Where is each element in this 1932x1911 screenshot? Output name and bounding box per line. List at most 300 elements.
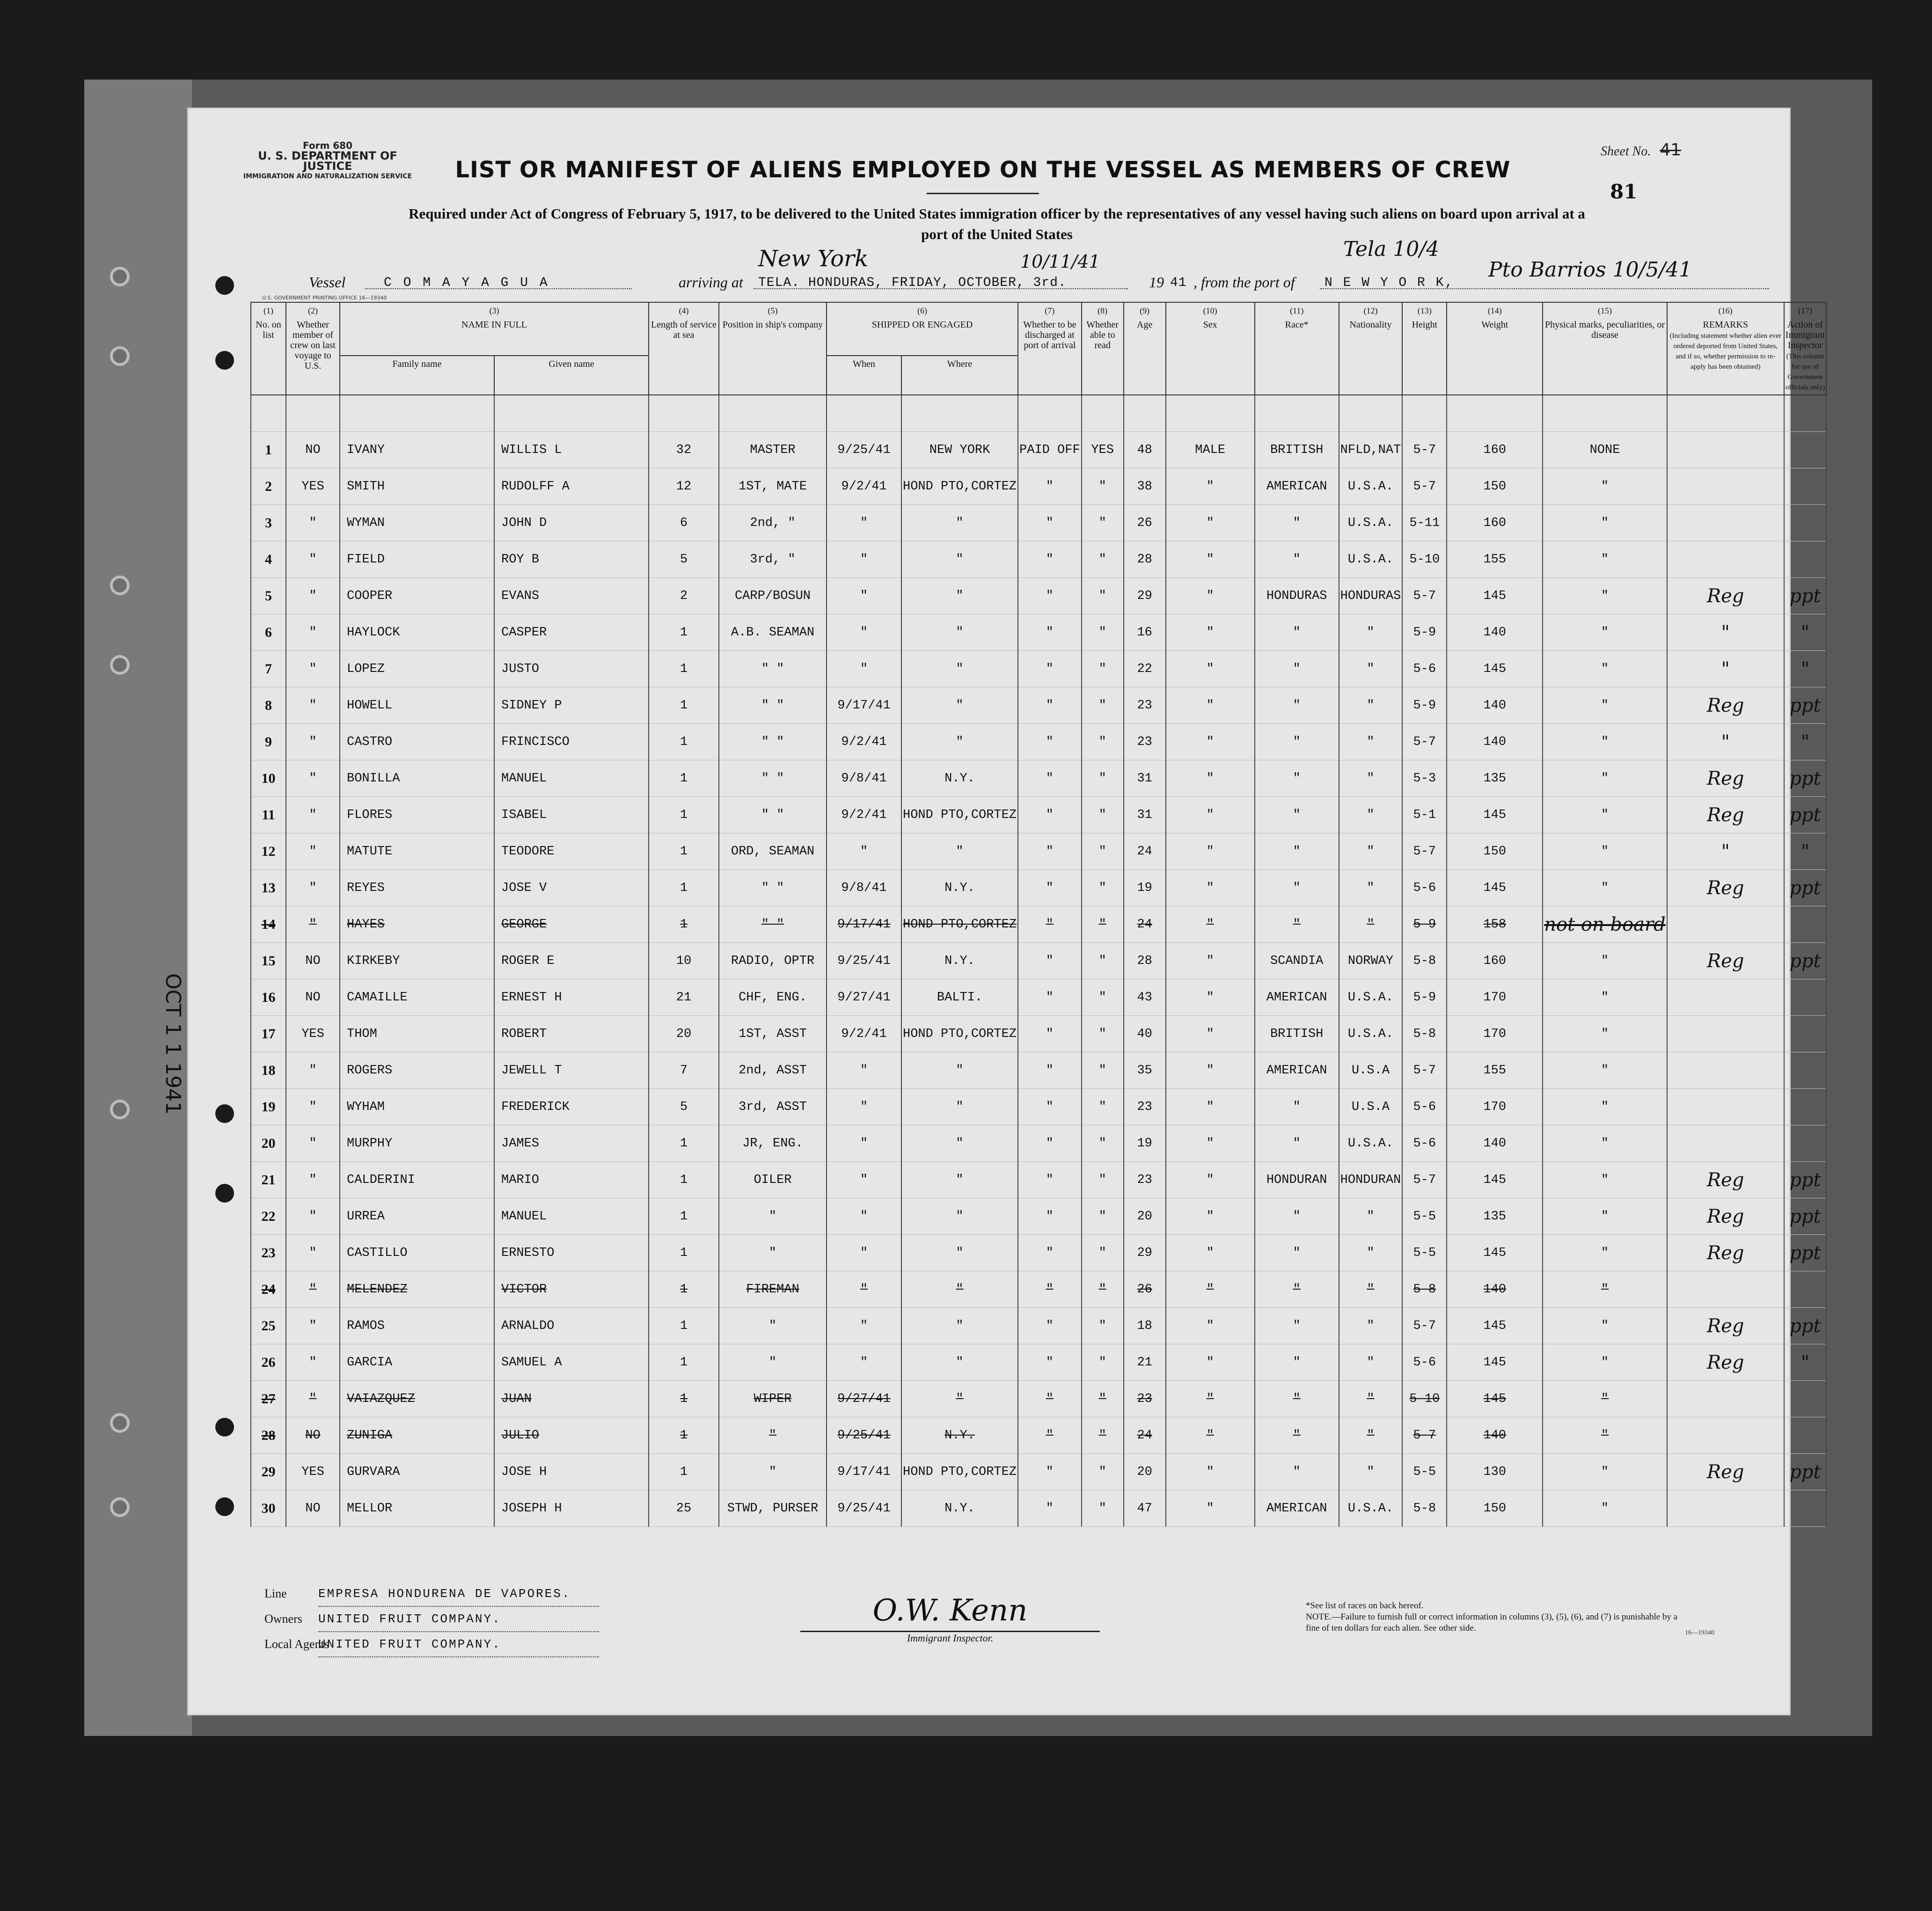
height-cell: 5-3 [1402, 760, 1447, 797]
action-cell: " [1784, 1344, 1826, 1381]
sex-cell: " [1166, 1271, 1255, 1308]
table-row [251, 651, 1826, 687]
action-cell [1784, 1271, 1826, 1308]
remarks-cell: Reg [1667, 943, 1784, 979]
action-cell: " [1784, 651, 1826, 687]
table-row [251, 724, 1826, 760]
sex-cell: " [1166, 687, 1255, 724]
previous-voyage-cell: " [286, 505, 340, 541]
col-header-where: Where [901, 356, 1018, 395]
shipped-where-cell: NEW YORK [901, 432, 1018, 468]
signature-handwriting: O.W. Kenn [800, 1593, 1100, 1632]
previous-voyage-cell: " [286, 1089, 340, 1125]
age-cell: 24 [1124, 906, 1166, 943]
family-name-cell: MURPHY [340, 1125, 494, 1162]
table-row [251, 1490, 1826, 1527]
shipped-where-cell: N.Y. [901, 1417, 1018, 1454]
table-row [251, 943, 1826, 979]
discharged-cell: " [1018, 1381, 1082, 1417]
race-cell: BRITISH [1255, 432, 1339, 468]
col-header-given-name: Given name [494, 356, 649, 395]
race-cell: " [1255, 760, 1339, 797]
shipped-when-cell: " [827, 651, 901, 687]
age-cell: 38 [1124, 468, 1166, 505]
col-header-no: (1) No. on list [251, 302, 286, 395]
age-cell: 23 [1124, 1162, 1166, 1198]
given-name-cell: MARIO [494, 1162, 649, 1198]
row-number: 11 [251, 797, 286, 833]
age-cell: 20 [1124, 1454, 1166, 1490]
marks-cell: " [1543, 943, 1667, 979]
position-cell: CARP/BOSUN [719, 578, 827, 614]
punch-hole [110, 576, 130, 595]
remarks-cell: Reg [1667, 1235, 1784, 1271]
previous-voyage-cell: " [286, 651, 340, 687]
given-name-cell: JOSE H [494, 1454, 649, 1490]
family-name-cell: ROGERS [340, 1052, 494, 1089]
family-name-cell: REYES [340, 870, 494, 906]
date-stamp: OCT 1 1 1941 [161, 973, 185, 1115]
read-cell: " [1082, 760, 1124, 797]
punch-hole [215, 1104, 234, 1123]
shipped-where-cell: N.Y. [901, 1490, 1018, 1527]
action-cell: " [1784, 724, 1826, 760]
col-header-when: When [827, 356, 901, 395]
line-value: EMPRESA HONDURENA DE VAPORES. [318, 1582, 599, 1607]
shipped-where-cell: BALTI. [901, 979, 1018, 1016]
service-cell: 1 [649, 870, 719, 906]
race-cell: " [1255, 1417, 1339, 1454]
marks-cell: " [1543, 1125, 1667, 1162]
arriving-typed: TELA. HONDURAS, FRIDAY, OCTOBER, 3rd. [758, 276, 1067, 290]
spacer-row [251, 395, 1826, 432]
col-header-race: (11) Race* [1255, 302, 1339, 395]
previous-voyage-cell: YES [286, 1016, 340, 1052]
age-cell: 26 [1124, 1271, 1166, 1308]
sex-cell: " [1166, 943, 1255, 979]
nationality-cell: " [1339, 870, 1403, 906]
punch-hole [215, 351, 234, 370]
height-cell: 5-7 [1402, 724, 1447, 760]
age-cell: 16 [1124, 614, 1166, 651]
age-cell: 21 [1124, 1344, 1166, 1381]
marks-cell: " [1543, 833, 1667, 870]
previous-voyage-cell: " [286, 1381, 340, 1417]
discharged-cell: " [1018, 505, 1082, 541]
tela-handwritten: Tela 10/4 [1343, 237, 1440, 261]
race-cell: " [1255, 724, 1339, 760]
row-number: 13 [251, 870, 286, 906]
service-cell: 1 [649, 1344, 719, 1381]
from-port-typed: N E W Y O R K, [1325, 276, 1455, 290]
crew-manifest-table [250, 302, 1827, 1527]
col-header-remarks: (16) REMARKS (Including statement whether alien ever ordered deported from United States, and if so, whether permission to re-apply has been obtained) [1667, 302, 1784, 395]
discharged-cell: " [1018, 943, 1082, 979]
service-cell: 5 [649, 1089, 719, 1125]
height-cell: 5-5 [1402, 1235, 1447, 1271]
shipped-where-cell: " [901, 614, 1018, 651]
family-name-cell: URREA [340, 1198, 494, 1235]
race-cell: " [1255, 797, 1339, 833]
table-row [251, 760, 1826, 797]
given-name-cell: FREDERICK [494, 1089, 649, 1125]
family-name-cell: THOM [340, 1016, 494, 1052]
weight-cell: 135 [1447, 760, 1543, 797]
shipped-when-cell: 9/2/41 [827, 1016, 901, 1052]
previous-voyage-cell: " [286, 578, 340, 614]
sheet-number-label: Sheet No. [1601, 144, 1651, 159]
given-name-cell: WILLIS L [494, 432, 649, 468]
shipped-where-cell: " [901, 1162, 1018, 1198]
marks-cell: " [1543, 687, 1667, 724]
remarks-cell [1667, 1125, 1784, 1162]
remarks-cell [1667, 1089, 1784, 1125]
remarks-cell: Reg [1667, 870, 1784, 906]
discharged-cell: PAID OFF [1018, 432, 1082, 468]
table-row [251, 578, 1826, 614]
age-cell: 24 [1124, 1417, 1166, 1454]
service-cell: 1 [649, 833, 719, 870]
family-name-cell: VAIAZQUEZ [340, 1381, 494, 1417]
height-cell: 5-8 [1402, 1271, 1447, 1308]
family-name-cell: HAYES [340, 906, 494, 943]
previous-voyage-cell: NO [286, 432, 340, 468]
form-code: 16—19340 [1685, 1629, 1714, 1636]
action-cell [1784, 1417, 1826, 1454]
weight-cell: 150 [1447, 833, 1543, 870]
sex-cell: " [1166, 1162, 1255, 1198]
position-cell: STWD, PURSER [719, 1490, 827, 1527]
sex-cell: " [1166, 1344, 1255, 1381]
read-cell: " [1082, 1198, 1124, 1235]
marks-cell: " [1543, 1417, 1667, 1454]
nationality-cell: U.S.A. [1339, 1490, 1403, 1527]
height-cell: 5-7 [1402, 1417, 1447, 1454]
discharged-cell: " [1018, 578, 1082, 614]
col-header-marks: (15) Physical marks, peculiarities, or disease [1543, 302, 1667, 395]
read-cell: " [1082, 1344, 1124, 1381]
nationality-cell: " [1339, 651, 1403, 687]
arriving-label: arriving at [679, 274, 743, 291]
previous-voyage-cell: " [286, 687, 340, 724]
race-cell: AMERICAN [1255, 979, 1339, 1016]
remarks-cell: Reg [1667, 1308, 1784, 1344]
table-row [251, 1198, 1826, 1235]
table-row [251, 1344, 1826, 1381]
service-cell: 1 [649, 1381, 719, 1417]
remarks-cell [1667, 1052, 1784, 1089]
table-row [251, 1454, 1826, 1490]
marks-cell: " [1543, 1198, 1667, 1235]
nationality-cell: NORWAY [1339, 943, 1403, 979]
table-row [251, 1162, 1826, 1198]
read-cell: " [1082, 979, 1124, 1016]
row-number: 26 [251, 1344, 286, 1381]
table-row [251, 432, 1826, 468]
shipped-where-cell: " [901, 1271, 1018, 1308]
nationality-cell: " [1339, 724, 1403, 760]
race-cell: " [1255, 1344, 1339, 1381]
form-number: Form 680 [302, 140, 352, 151]
subtitle-line-1: Required under Act of Congress of February 5, 1917, to be delivered to the United States immigration officer by the representatives of any vessel having such aliens on board upon arrival at a [409, 205, 1585, 222]
service-cell: 1 [649, 687, 719, 724]
position-cell: " [719, 1454, 827, 1490]
remarks-cell [1667, 1381, 1784, 1417]
position-cell: " [719, 1308, 827, 1344]
read-cell: " [1082, 1454, 1124, 1490]
family-name-cell: FLORES [340, 797, 494, 833]
sex-cell: " [1166, 1089, 1255, 1125]
binding-strip [84, 80, 192, 1736]
weight-cell: 160 [1447, 432, 1543, 468]
discharged-cell: " [1018, 724, 1082, 760]
shipped-where-cell: HOND PTO,CORTEZ [901, 797, 1018, 833]
discharged-cell: " [1018, 1490, 1082, 1527]
nationality-cell: " [1339, 1308, 1403, 1344]
age-cell: 35 [1124, 1052, 1166, 1089]
weight-cell: 145 [1447, 797, 1543, 833]
weight-cell: 145 [1447, 578, 1543, 614]
nationality-cell: U.S.A. [1339, 541, 1403, 578]
footer-agents-row: Local Agents UNITED FRUIT COMPANY. [264, 1632, 599, 1657]
previous-voyage-cell: " [286, 1052, 340, 1089]
action-cell: ppt [1784, 1308, 1826, 1344]
age-cell: 19 [1124, 1125, 1166, 1162]
discharged-cell: " [1018, 1162, 1082, 1198]
row-number: 18 [251, 1052, 286, 1089]
weight-cell: 155 [1447, 541, 1543, 578]
marks-cell: " [1543, 614, 1667, 651]
action-cell [1784, 1052, 1826, 1089]
nationality-cell: " [1339, 687, 1403, 724]
height-cell: 5-7 [1402, 1052, 1447, 1089]
action-cell: ppt [1784, 1454, 1826, 1490]
service-cell: 7 [649, 1052, 719, 1089]
height-cell: 5-7 [1402, 833, 1447, 870]
marks-cell: " [1543, 1235, 1667, 1271]
height-cell: 5-6 [1402, 651, 1447, 687]
service-cell: 1 [649, 1454, 719, 1490]
sex-cell: " [1166, 1417, 1255, 1454]
read-cell: YES [1082, 432, 1124, 468]
footer-line-row: Line EMPRESA HONDURENA DE VAPORES. [264, 1582, 599, 1607]
table-row [251, 505, 1826, 541]
action-cell [1784, 541, 1826, 578]
discharged-cell: " [1018, 1417, 1082, 1454]
weight-cell: 145 [1447, 1162, 1543, 1198]
height-cell: 5-6 [1402, 1125, 1447, 1162]
punch-hole [215, 1418, 234, 1437]
races-note: *See list of races on back hereof. [1306, 1601, 1424, 1611]
weight-cell: 140 [1447, 1417, 1543, 1454]
shipped-when-cell: " [827, 1162, 901, 1198]
table-row [251, 614, 1826, 651]
action-cell [1784, 1490, 1826, 1527]
marks-cell: not on board [1543, 906, 1667, 943]
nationality-cell: " [1339, 1271, 1403, 1308]
height-cell: 5-8 [1402, 1016, 1447, 1052]
marks-cell: " [1543, 1308, 1667, 1344]
punch-hole [215, 1497, 234, 1516]
sex-cell: " [1166, 1490, 1255, 1527]
action-cell [1784, 979, 1826, 1016]
discharged-cell: " [1018, 1271, 1082, 1308]
action-cell [1784, 505, 1826, 541]
table-header-row [251, 302, 1826, 356]
given-name-cell: JOHN D [494, 505, 649, 541]
weight-cell: 160 [1447, 505, 1543, 541]
shipped-when-cell: " [827, 1052, 901, 1089]
sex-cell: " [1166, 1381, 1255, 1417]
remarks-cell [1667, 1417, 1784, 1454]
row-number: 30 [251, 1490, 286, 1527]
previous-voyage-cell: YES [286, 468, 340, 505]
row-number: 27 [251, 1381, 286, 1417]
discharged-cell: " [1018, 1125, 1082, 1162]
row-number: 19 [251, 1089, 286, 1125]
marks-cell: " [1543, 541, 1667, 578]
nationality-cell: U.S.A. [1339, 1016, 1403, 1052]
shipped-when-cell: 9/17/41 [827, 687, 901, 724]
sex-cell: " [1166, 760, 1255, 797]
weight-cell: 140 [1447, 1125, 1543, 1162]
shipped-where-cell: " [901, 1052, 1018, 1089]
weight-cell: 158 [1447, 906, 1543, 943]
shipped-where-cell: " [901, 833, 1018, 870]
given-name-cell: TEODORE [494, 833, 649, 870]
sex-cell: " [1166, 906, 1255, 943]
nationality-cell: U.S.A [1339, 1052, 1403, 1089]
given-name-cell: ROY B [494, 541, 649, 578]
read-cell: " [1082, 614, 1124, 651]
age-cell: 24 [1124, 833, 1166, 870]
weight-cell: 170 [1447, 979, 1543, 1016]
position-cell: 3rd, ASST [719, 1089, 827, 1125]
title-underline [927, 193, 1039, 194]
previous-voyage-cell: " [286, 870, 340, 906]
service-cell: 1 [649, 614, 719, 651]
table-row [251, 833, 1826, 870]
discharged-cell: " [1018, 1016, 1082, 1052]
discharged-cell: " [1018, 979, 1082, 1016]
remarks-cell: Reg [1667, 1162, 1784, 1198]
previous-voyage-cell: " [286, 797, 340, 833]
action-cell: ppt [1784, 1198, 1826, 1235]
sheet-number-value: 41 [1660, 140, 1682, 160]
shipped-where-cell: HOND PTO,CORTEZ [901, 906, 1018, 943]
given-name-cell: SIDNEY P [494, 687, 649, 724]
given-name-cell: ARNALDO [494, 1308, 649, 1344]
remarks-cell [1667, 1490, 1784, 1527]
read-cell: " [1082, 1490, 1124, 1527]
table-row [251, 1271, 1826, 1308]
remarks-cell [1667, 906, 1784, 943]
family-name-cell: SMITH [340, 468, 494, 505]
discharged-cell: " [1018, 468, 1082, 505]
shipped-when-cell: " [827, 578, 901, 614]
read-cell: " [1082, 1381, 1124, 1417]
service-cell: 1 [649, 1271, 719, 1308]
weight-cell: 140 [1447, 724, 1543, 760]
table-row [251, 1417, 1826, 1454]
given-name-cell: FRINCISCO [494, 724, 649, 760]
weight-cell: 135 [1447, 1198, 1543, 1235]
family-name-cell: FIELD [340, 541, 494, 578]
remarks-cell: " [1667, 614, 1784, 651]
marks-cell: " [1543, 578, 1667, 614]
age-cell: 31 [1124, 760, 1166, 797]
previous-voyage-cell: " [286, 833, 340, 870]
service-name: IMMIGRATION AND NATURALIZATION SERVICE [243, 173, 412, 180]
marks-cell: " [1543, 1162, 1667, 1198]
remarks-cell: Reg [1667, 760, 1784, 797]
height-cell: 5-7 [1402, 1162, 1447, 1198]
marks-cell: " [1543, 979, 1667, 1016]
sex-cell: " [1166, 833, 1255, 870]
row-number: 9 [251, 724, 286, 760]
position-cell: " [719, 1344, 827, 1381]
remarks-cell: Reg [1667, 797, 1784, 833]
action-cell: " [1784, 614, 1826, 651]
table-row [251, 1089, 1826, 1125]
table-row [251, 870, 1826, 906]
previous-voyage-cell: " [286, 906, 340, 943]
shipped-when-cell: 9/25/41 [827, 1417, 901, 1454]
read-cell: " [1082, 1271, 1124, 1308]
weight-cell: 140 [1447, 614, 1543, 651]
race-cell: " [1255, 541, 1339, 578]
action-cell [1784, 1089, 1826, 1125]
weight-cell: 145 [1447, 1344, 1543, 1381]
position-cell: " [719, 1235, 827, 1271]
age-cell: 23 [1124, 1089, 1166, 1125]
sex-cell: MALE [1166, 432, 1255, 468]
penalty-note: NOTE.—Failure to furnish full or correct information in columns (3), (5), (6), and (7) is punishable by a fine of ten dollars for each alien. See other side. [1306, 1612, 1678, 1633]
table-row [251, 1052, 1826, 1089]
position-cell: 2nd, " [719, 505, 827, 541]
family-name-cell: LOPEZ [340, 651, 494, 687]
race-cell: " [1255, 1235, 1339, 1271]
sex-cell: " [1166, 1198, 1255, 1235]
document-title: LIST OR MANIFEST OF ALIENS EMPLOYED ON THE VESSEL AS MEMBERS OF CREW [455, 157, 1511, 183]
nationality-cell: HONDURAN [1339, 1162, 1403, 1198]
read-cell: " [1082, 541, 1124, 578]
read-cell: " [1082, 943, 1124, 979]
remarks-cell [1667, 1016, 1784, 1052]
weight-cell: 145 [1447, 870, 1543, 906]
discharged-cell: " [1018, 1052, 1082, 1089]
previous-voyage-cell: " [286, 1235, 340, 1271]
discharged-cell: " [1018, 760, 1082, 797]
row-number: 29 [251, 1454, 286, 1490]
action-cell [1784, 468, 1826, 505]
family-name-cell: COOPER [340, 578, 494, 614]
family-name-cell: KIRKEBY [340, 943, 494, 979]
race-cell: BRITISH [1255, 1016, 1339, 1052]
shipped-when-cell: " [827, 1125, 901, 1162]
service-cell: 1 [649, 724, 719, 760]
shipped-where-cell: HOND PTO,CORTEZ [901, 1016, 1018, 1052]
marks-cell: " [1543, 1344, 1667, 1381]
nationality-cell: " [1339, 614, 1403, 651]
form-identifier [234, 140, 421, 182]
signature-caption: Immigrant Inspector. [907, 1632, 994, 1644]
given-name-cell: ERNESTO [494, 1235, 649, 1271]
agents-value: UNITED FRUIT COMPANY. [318, 1632, 599, 1657]
service-cell: 6 [649, 505, 719, 541]
shipped-when-cell: 9/8/41 [827, 870, 901, 906]
nationality-cell: U.S.A. [1339, 505, 1403, 541]
